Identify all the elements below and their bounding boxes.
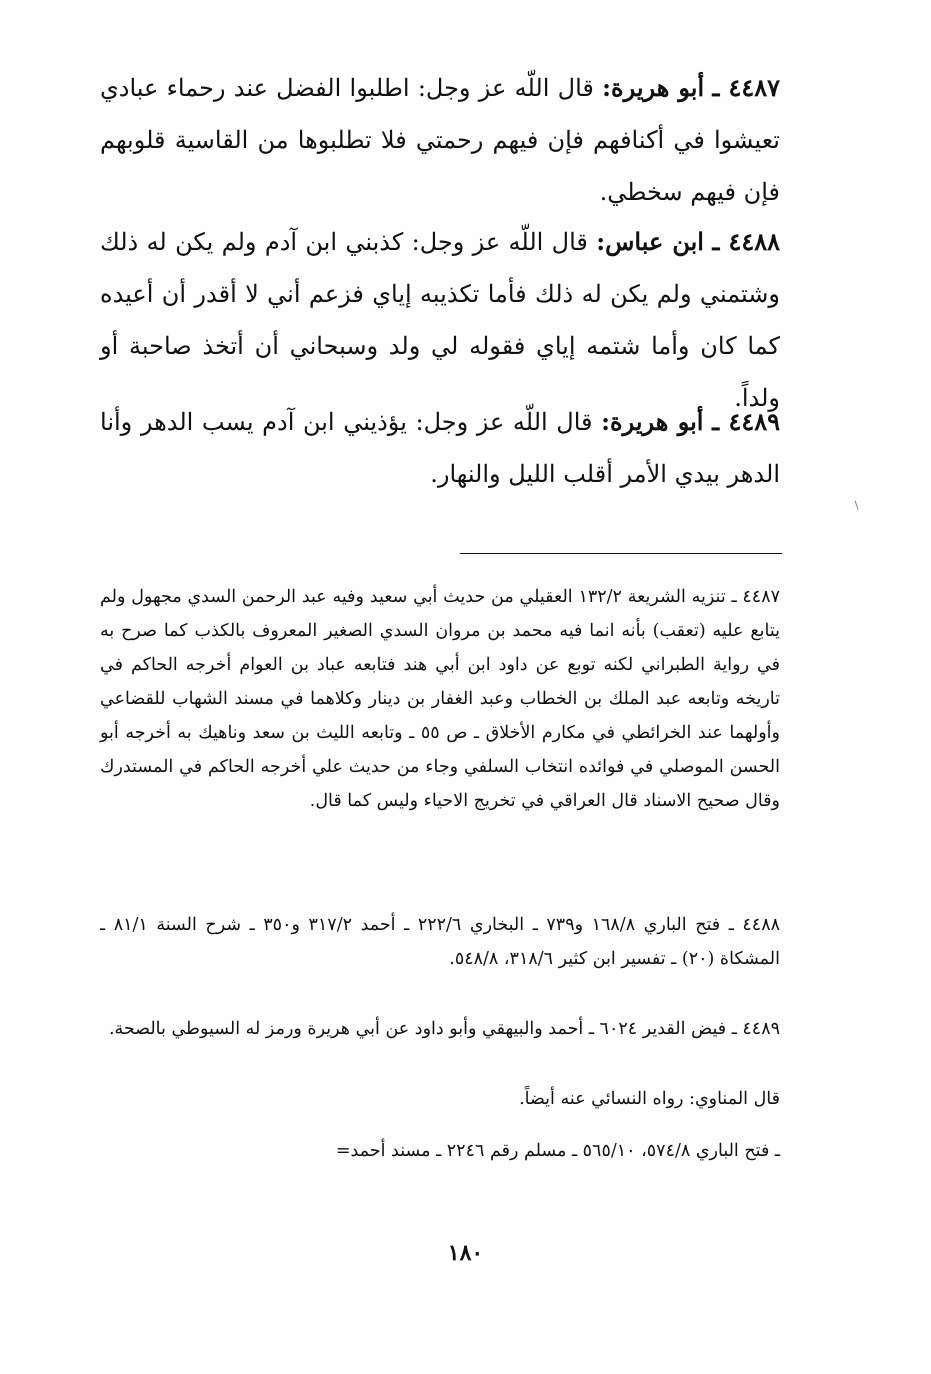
footnote-text: ـ فتح الباري ٥٧٤/٨، ٥٦٥/١٠ ـ مسلم رقم ٢٢٤٦ ـ مسند أحمد= bbox=[335, 1141, 780, 1161]
footnote-text: ٤٤٨٧ ـ تنزيه الشريعة ١٣٢/٢ العقيلي من حديث أبي سعيد وفيه عبد الرحمن السدي مجهول ولم يتابع عليه (تعقب) بأنه انما فيه محمد بن مروان السدي الصغير المعروف بالكذب كما صرح به في رواية الطبراني لكنه توبع عن داود ابن أبي هند فتابعه عباد بن العوام أخرجه الحاكم في تاريخه وتابعه عبد الملك بن الخطاب وعبد الغفار بن دينار وكلاهما في مسند الشهاب للقضاعي وأولهما عند الخرائطي في مكارم الأخلاق ـ ص ٥٥ ـ وتابعه الليث بن سعد وناهيك به أخرجه أبو الحسن الموصلي في فوائده انتخاب السلفي وجاء من حديث علي أخرجه الحاكم في المستدرك وقال صحيح الاسناد قال العراقي في تخريج الاحياء وليس كما قال. bbox=[100, 587, 780, 811]
footnote-text: ٤٤٨٨ ـ فتح الباري ١٦٨/٨ و٧٣٩ ـ البخاري ٢٢٢/٦ ـ أحمد ٣١٧/٢ و٣٥٠ ـ شرح السنة ٨١/١ ـ المشكاة (٢٠) ـ تفسير ابن كثير ٣١٨/٦، ٥٤٨/٨. bbox=[100, 915, 780, 969]
footnote-separator bbox=[460, 553, 782, 554]
hadith-text: قال اللّه عز وجل: يؤذيني ابن آدم يسب الدهر وأنا الدهر بيدي الأمر أقلب الليل والنهار. bbox=[100, 408, 780, 488]
footnote-4487 bbox=[100, 580, 780, 818]
hadith-text: قال اللّه عز وجل: كذبني ابن آدم ولم يكن له ذلك وشتمني ولم يكن له ذلك فأما تكذيبه إياي فزعم أني لا أقدر أن أعيده كما كان وأما شتمه إياي فقوله لي ولد وسبحاني أن أتخذ صاحبة أو ولداً. bbox=[100, 228, 780, 412]
hadith-entry-4487 bbox=[100, 62, 780, 218]
footnote-4488 bbox=[100, 908, 780, 976]
footnote-4489-references bbox=[80, 1134, 780, 1168]
footnote-4489-comment bbox=[100, 1082, 840, 1116]
hadith-entry-4488 bbox=[100, 216, 780, 424]
hadith-paragraph bbox=[100, 62, 780, 218]
hadith-narrator: ابن عباس: bbox=[596, 227, 704, 256]
hadith-text: قال اللّه عز وجل: اطلبوا الفضل عند رحماء عبادي تعيشوا في أكنافهم فإن فيهم رحمتي فلا تطلبوها من القاسية قلوبهم فإن فيهم سخطي. bbox=[100, 74, 780, 206]
hadith-paragraph bbox=[100, 396, 780, 500]
footnote-text: ٤٤٨٩ ـ فيض القدير ٦٠٢٤ ـ أحمد والبيهقي وأبو داود عن أبي هريرة ورمز له السيوطي بالصحة. bbox=[108, 1019, 780, 1039]
stray-mark bbox=[854, 500, 858, 510]
footnote-text: قال المناوي: رواه النسائي عنه أيضاً. bbox=[519, 1089, 780, 1109]
hadith-paragraph bbox=[100, 216, 780, 424]
hadith-narrator: أبو هريرة: bbox=[602, 73, 705, 102]
page-number: ١٨٠ bbox=[447, 1240, 484, 1266]
hadith-entry-4489 bbox=[100, 396, 780, 500]
hadith-number: ٤٤٨٩ ـ bbox=[712, 407, 780, 436]
hadith-number: ٤٤٨٨ ـ bbox=[712, 227, 780, 256]
hadith-narrator: أبو هريرة: bbox=[601, 407, 704, 436]
footnote-4489 bbox=[100, 1012, 780, 1046]
hadith-number: ٤٤٨٧ ـ bbox=[712, 73, 781, 102]
